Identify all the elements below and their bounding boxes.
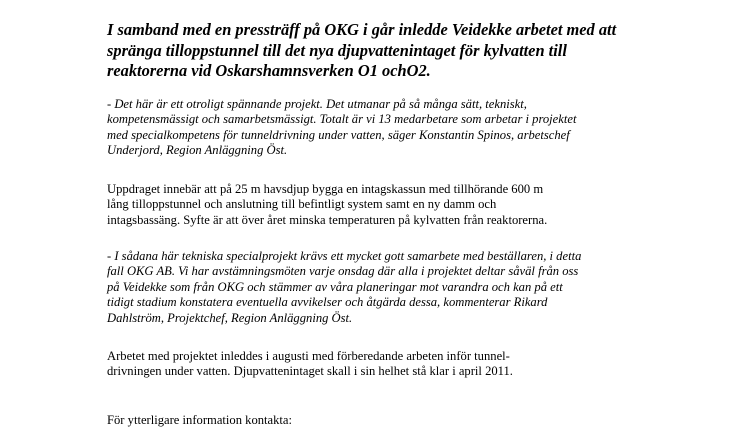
paragraph-line: på Veidekke som från OKG och stämmer av våra planeringar mot varandra och kan på ett bbox=[107, 279, 563, 294]
paragraph-line: Arbetet med projektet inleddes i augusti med förberedande arbeten inför tunnel- bbox=[107, 349, 510, 363]
headline bbox=[107, 20, 707, 82]
quote-paragraph-spinos bbox=[107, 97, 667, 159]
paragraph-line: Uppdraget innebär att på 25 m havsdjup bygga en intagskassun med tillhörande 600 m bbox=[107, 182, 544, 196]
assignment-paragraph bbox=[107, 182, 667, 228]
paragraph-line: - I sådana här tekniska specialprojekt krävs ett mycket gott samarbete med beställaren, i detta bbox=[107, 249, 582, 263]
paragraph-line: kompetensmässigt och samarbetsmässigt. Totalt är vi 13 medarbetare som arbetar i projektet bbox=[107, 112, 577, 127]
paragraph-line: drivningen under vatten. Djupvattenintaget skall i sin helhet stå klar i april 2011. bbox=[107, 364, 513, 379]
headline-line: spränga tilloppstunnel till det nya djupvattenintaget för kylvatten till bbox=[107, 40, 567, 60]
paragraph-line: intagsbassäng. Syfte är att över året minska temperaturen på kylvatten från reaktorerna. bbox=[107, 212, 548, 227]
paragraph-line: För ytterligare information kontakta: bbox=[107, 413, 293, 427]
paragraph-line: Underjord, Region Anläggning Öst. bbox=[107, 143, 288, 158]
headline-line: reaktorerna vid Oskarshamnsverken O1 ochO2. bbox=[107, 61, 431, 80]
paragraph-line: lång tilloppstunnel och anslutning till befintligt system samt en ny damm och bbox=[107, 197, 497, 212]
paragraph-line: - Det här är ett otroligt spännande projekt. Det utmanar på så många sätt, tekniskt, bbox=[107, 97, 527, 111]
paragraph-line: Dahlström, Projektchef, Region Anläggning Öst. bbox=[107, 310, 353, 325]
paragraph-line: fall OKG AB. Vi har avstämningsmöten varje onsdag där alla i projektet deltar såväl från oss bbox=[107, 264, 579, 279]
headline-line: I samband med en pressträff på OKG i går inledde Veidekke arbetet med att bbox=[107, 20, 617, 39]
paragraph-line: med specialkompetens för tunneldrivning under vatten, säger Konstantin Spinos, arbetschef bbox=[107, 127, 570, 142]
contact-paragraph-cutoff bbox=[107, 413, 667, 428]
schedule-paragraph bbox=[107, 349, 587, 380]
paragraph-line: tidigt stadium konstatera eventuella avvikelser och åtgärda dessa, kommenterar Rikard bbox=[107, 295, 548, 310]
quote-paragraph-dahlstrom bbox=[107, 249, 667, 326]
